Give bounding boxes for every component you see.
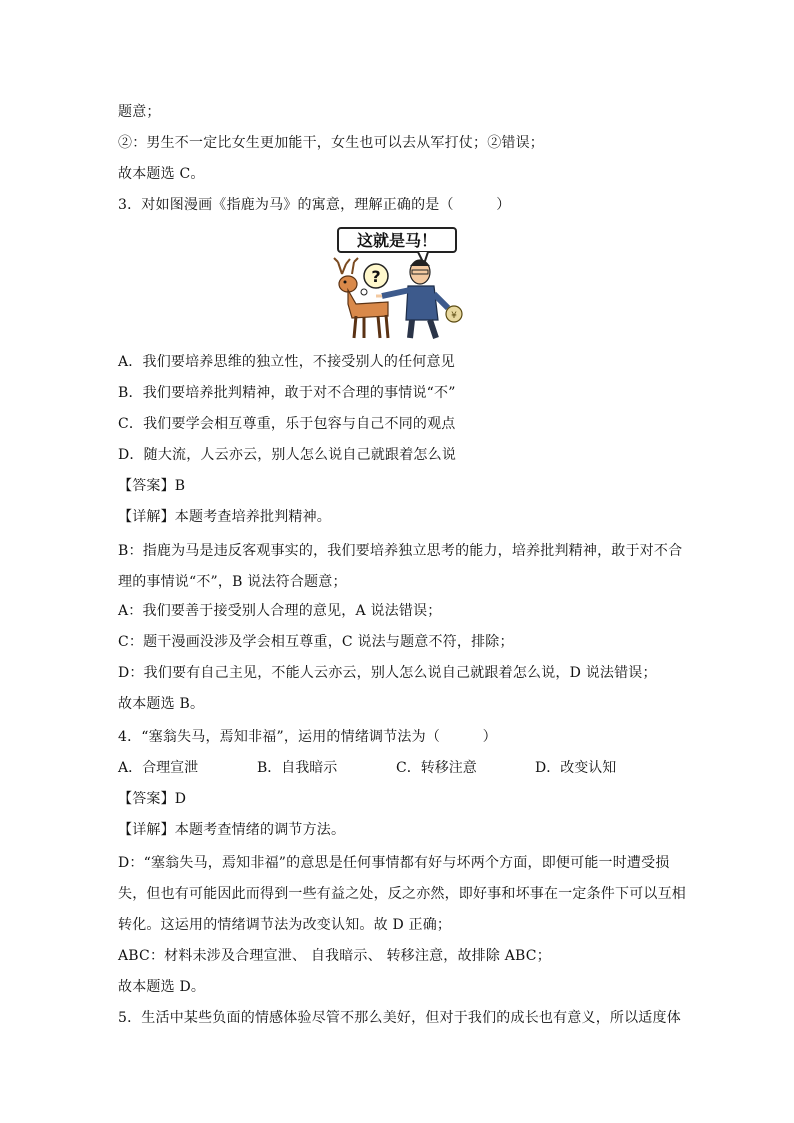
option-b: B．我们要培养批判精神，敢于对不合理的事情说“不” [118,385,456,401]
text-line: 故本题选 C。 [118,166,205,182]
speech-text: 这就是马！ [356,231,438,250]
option-b: B．自我暗示 [257,760,338,776]
option-c: C．转移注意 [396,760,477,776]
explanation-line: D：我们要有自己主见，不能人云亦云，别人怎么说自己就跟着怎么说，D 说法错误； [118,665,657,681]
question-4-stem: 4．“塞翁失马，焉知非福”，运用的情绪调节法为（ ） [118,729,497,745]
cartoon-svg [318,224,478,342]
thought-dot [361,289,367,295]
explanation-heading: 【详解】本题考查情绪的调节方法。 [118,822,346,838]
explanation-line: D：“塞翁失马，焉知非福”的意思是任何事情都有好与坏两个方面，即便可能一时遭受损 [118,855,670,871]
explanation-line: B：指鹿为马是违反客观事实的，我们要培养独立思考的能力，培养批判精神，敢于对不合 [118,543,683,559]
option-c: C．我们要学会相互尊重，乐于包容与自己不同的观点 [118,416,456,432]
explanation-line: ABC：材料未涉及合理宣泄、 自我暗示、 转移注意，故排除 ABC； [118,948,551,964]
man-figure [376,260,462,338]
answer-label: 【答案】B [118,478,186,494]
explanation-line: 转化。这运用的情绪调节法为改变认知。故 D 正确； [118,917,452,933]
explanation-line: C：题干漫画没涉及学会相互尊重，C 说法与题意不符，排除； [118,634,514,650]
text-line: 题意； [118,104,161,120]
option-d: D．随大流，人云亦云，别人怎么说自己就跟着怎么说 [118,447,457,463]
option-a: A．合理宣泄 [118,760,199,776]
explanation-line: 失，但也有可能因此而得到一些有益之处，反之亦然，即好事和坏事在一定条件下可以互相 [118,886,686,902]
conclusion-line: 故本题选 D。 [118,979,206,995]
answer-label: 【答案】D [118,791,187,807]
explanation-heading: 【详解】本题考查培养批判精神。 [118,509,331,525]
option-a: A．我们要培养思维的独立性，不接受别人的任何意见 [118,354,455,370]
svg-text:¥: ¥ [451,311,457,321]
question-mark: ? [371,267,381,286]
explanation-line: A：我们要善于接受别人合理的意见，A 说法错误； [118,603,442,619]
conclusion-line: 故本题选 B。 [118,696,205,712]
explanation-line: 理的事情说“不”，B 说法符合题意； [118,574,347,590]
option-d: D．改变认知 [535,760,617,776]
cartoon-illustration [318,224,478,342]
question-5-stem: 5．生活中某些负面的情感体验尽管不那么美好，但对于我们的成长也有意义，所以适度体 [118,1010,681,1026]
question-3-stem: 3．对如图漫画《指鹿为马》的寓意，理解正确的是（ ） [118,197,511,213]
text-line: ②：男生不一定比女生更加能干，女生也可以去从军打仗；②错误； [118,135,544,151]
